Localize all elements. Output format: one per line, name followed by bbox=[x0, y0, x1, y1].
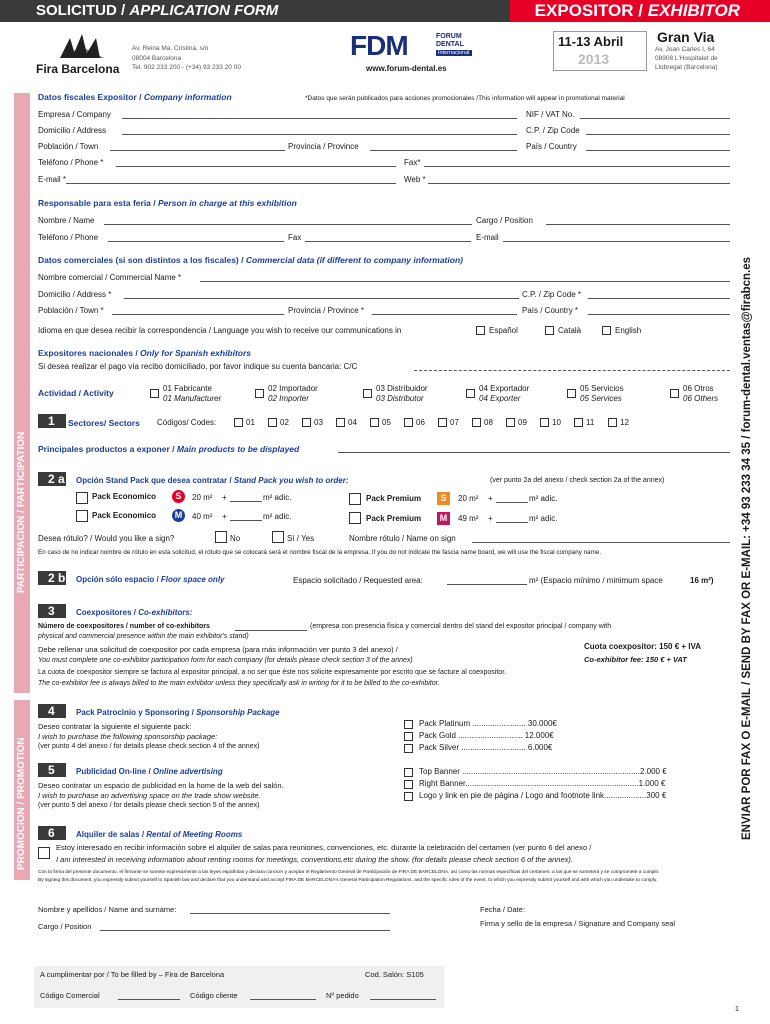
sector-code-label-08: 08 bbox=[484, 418, 493, 427]
resp-email-label: E-mail bbox=[476, 233, 499, 242]
resp-telefono-field[interactable] bbox=[108, 241, 284, 242]
pack-eco-m-m2: 40 m² bbox=[192, 512, 213, 521]
pack-eco-s-label: Pack Economico bbox=[92, 492, 157, 501]
productos-title-es: Principales productos a exponer bbox=[38, 444, 170, 454]
fira-comercial-field[interactable] bbox=[118, 999, 180, 1000]
sector-code-label-03: 03 bbox=[314, 418, 323, 427]
sector-code-checkbox-07[interactable] bbox=[438, 418, 447, 427]
firma-cargo-field[interactable] bbox=[100, 930, 390, 931]
pack-prem-m-label: Pack Premium bbox=[366, 514, 422, 523]
s3-l5: La cuota de coexpositor siempre se factura al expositor principal, a no ser que éste nos solicite expresamente por escrito que se facture al coexpositor. bbox=[38, 669, 507, 676]
resp-fax-label: Fax bbox=[288, 233, 302, 242]
resp-fax-field[interactable] bbox=[305, 241, 471, 242]
sponsor-checkbox-2[interactable] bbox=[404, 732, 413, 741]
resp-nombre-label: Nombre / Name bbox=[38, 216, 95, 225]
fira-name: Fira Barcelona bbox=[36, 62, 120, 76]
sector-code-label-11: 11 bbox=[586, 418, 595, 427]
promotion-bar bbox=[14, 700, 30, 880]
web-field[interactable] bbox=[428, 183, 730, 184]
pack-prem-s-checkbox[interactable] bbox=[349, 493, 361, 505]
activity-label-en-2: 02 Importer bbox=[268, 394, 309, 403]
badge-s-red: S bbox=[172, 490, 185, 503]
plus-3: + bbox=[488, 494, 493, 503]
s5-title: Publicidad On-line / Online advertising bbox=[76, 767, 223, 776]
activity-label-es-3: 03 Distribuidor bbox=[376, 384, 428, 393]
s4-title-es: Pack Patrocinio y Sponsoring bbox=[76, 708, 190, 717]
form-title: SOLICITUD / APPLICATION FORM bbox=[0, 0, 510, 22]
s4-l2: I wish to purchase the following sponsorship package: bbox=[38, 732, 218, 741]
com-provincia-label: Provincia / Province * bbox=[288, 306, 365, 315]
s3-title: Coexpositores / Co-exhibitors: bbox=[76, 608, 193, 617]
sector-code-label-06: 06 bbox=[416, 418, 425, 427]
poblacion-label: Población / Town bbox=[38, 142, 99, 151]
s3-fee-es: Cuota coexpositor: 150 € + IVA bbox=[584, 642, 701, 651]
pack-eco-m-extra-field[interactable] bbox=[230, 520, 262, 521]
provincia-field[interactable] bbox=[370, 150, 517, 151]
sponsor-label-2: Pack Gold ............................. 12.000€ bbox=[419, 731, 554, 740]
lang-es-label: Español bbox=[489, 326, 518, 335]
lang-ca-label: Català bbox=[558, 326, 582, 335]
com-cp-label: C.P. / Zip Code * bbox=[522, 290, 581, 299]
activity-label-es-6: 06 Otros bbox=[683, 384, 714, 393]
domicilio-label: Domicilio / Address bbox=[38, 126, 107, 135]
activity-checkbox-1[interactable] bbox=[150, 389, 159, 398]
s2a-note: En caso de no indicar nombre de rótulo en esta solicitud, el rótulo que se colocará será el nombre fiscal de la empresa. If you do not indicate the fascia name board, we will use the fiscal company name. bbox=[38, 549, 602, 556]
com-poblacion-field[interactable] bbox=[112, 314, 284, 315]
fiscal-note: *Datos que serán publicados para acciones promocionales /This information will appear in promotional material bbox=[305, 95, 625, 102]
responsable-title-es: Responsable para esta feria bbox=[38, 198, 151, 208]
plus-2: + bbox=[222, 512, 227, 521]
fiscal-title-es: Datos fiscales Expositor bbox=[38, 92, 137, 102]
s5-l3: (ver punto 5 del anexo / for details please check section 5 of the annex) bbox=[38, 802, 260, 809]
online-ad-label-3: Logo y link en pie de página / Logo and footnote link...................300 € bbox=[419, 791, 667, 800]
responsable-title: Responsable para esta feria / Person in charge at this exhibition bbox=[38, 198, 297, 208]
resp-telefono-label: Teléfono / Phone bbox=[38, 233, 99, 242]
fira-box-cliente: Código cliente bbox=[190, 991, 238, 1000]
com-domicilio-label: Domicilio / Address * bbox=[38, 290, 112, 299]
activity-checkbox-6[interactable] bbox=[670, 389, 679, 398]
nacionales-text: Si desea realizar el pago vía recibo domiciliado, por favor indique su cuenta bancaria: C/C bbox=[38, 362, 358, 371]
fira-phone: Tel. 902 233 200 - (+34) 93 233 20 00 bbox=[132, 64, 241, 71]
sector-code-checkbox-08[interactable] bbox=[472, 418, 481, 427]
section-3-num: 3 bbox=[38, 604, 66, 618]
s6-title-en: Rental of Meeting Rooms bbox=[146, 830, 243, 839]
rotulo-no-label: No bbox=[230, 534, 241, 543]
s4-l1: Deseo contratar la siguiente el siguiente pack: bbox=[38, 722, 192, 731]
idioma-label: Idioma en que desea recibir la correspondencia / Language you wish to receive our communications in bbox=[38, 326, 402, 335]
s6-l1: Estoy interesado en recibir información sobre el alquiler de salas para reuniones, convenciones, etc. durante la celebración del certamen (ver punto 6 del anexo / bbox=[56, 843, 592, 852]
venue-name: Gran Via bbox=[657, 29, 715, 45]
firma-fecha-label: Fecha / Date: bbox=[480, 905, 526, 914]
s2a-ref: (ver punto 2a del anexo / check section 2a of the annex) bbox=[490, 477, 665, 484]
bank-account-field[interactable] bbox=[414, 370, 730, 371]
s5-l1: Deseo contratar un espacio de publicidad en la home de la web del salón. bbox=[38, 781, 284, 790]
sponsor-checkbox-1[interactable] bbox=[404, 720, 413, 729]
exhibitor-title-es: EXPOSITOR bbox=[534, 1, 634, 20]
sector-code-label-09: 09 bbox=[518, 418, 527, 427]
s2a-title-en: Stand Pack you wish to order: bbox=[233, 476, 349, 485]
cp-field[interactable] bbox=[586, 134, 730, 135]
pack-eco-m-checkbox[interactable] bbox=[76, 510, 88, 522]
lang-en-label: English bbox=[615, 326, 642, 335]
section-1-num: 1 bbox=[38, 414, 66, 428]
firma-sello-label: Firma y sello de la empresa / Signature and Company seal bbox=[480, 919, 676, 928]
sector-code-label-04: 04 bbox=[348, 418, 357, 427]
pais-field[interactable] bbox=[586, 150, 730, 151]
rotulo-no-checkbox[interactable] bbox=[215, 531, 227, 543]
sector-code-label-12: 12 bbox=[620, 418, 629, 427]
sectores-title: Sectores/ Sectors bbox=[68, 418, 140, 428]
s6-title-es: Alquiler de salas bbox=[76, 830, 140, 839]
nif-label: NIF / VAT No. bbox=[526, 110, 575, 119]
email-label: E-mail * bbox=[38, 175, 67, 184]
empresa-label: Empresa / Company bbox=[38, 110, 111, 119]
telefono-label: Teléfono / Phone * bbox=[38, 158, 104, 167]
email-field[interactable] bbox=[66, 183, 396, 184]
com-cp-field[interactable] bbox=[588, 298, 730, 299]
sector-code-label-01: 01 bbox=[246, 418, 255, 427]
nif-field[interactable] bbox=[580, 118, 730, 119]
fira-box-pedido: Nº pedido bbox=[326, 991, 359, 1000]
nombre-rotulo-field[interactable] bbox=[472, 542, 730, 543]
sector-code-checkbox-10[interactable] bbox=[540, 418, 549, 427]
venue-addr1: Av. Joan Carles I, 64 bbox=[655, 46, 715, 53]
plus-1: + bbox=[222, 493, 227, 502]
s2b-min: m² (Espacio mínimo / minimum space bbox=[529, 576, 663, 585]
sector-code-label-10: 10 bbox=[552, 418, 561, 427]
s2b-solicitado: Espacio solicitado / Requested area: bbox=[293, 576, 423, 585]
s3-l4: You must complete one co-exhibitor participation form for each company (for details please check section 3 of the annex) bbox=[38, 657, 413, 664]
pack-eco-s-checkbox[interactable] bbox=[76, 492, 88, 504]
activity-label-es-2: 02 Importador bbox=[268, 384, 318, 393]
sponsor-label-3: Pack Silver ............................. 6.000€ bbox=[419, 743, 553, 752]
s5-title-en: Online advertising bbox=[152, 767, 223, 776]
s4-title: Pack Patrocinio y Sponsoring / Sponsorship Package bbox=[76, 708, 280, 717]
form-title-es: SOLICITUD bbox=[36, 2, 117, 19]
s3-l6: The co-exhibitor fee is always billed to the main exhibitor unless they specifically ask in writing for it to be billed to the co-exhibitor. bbox=[38, 680, 440, 687]
pack-prem-s-extra-field[interactable] bbox=[496, 502, 528, 503]
nacionales-title-en: Only for Spanish exhibitors bbox=[140, 348, 252, 358]
rotulo-si-label: Sí / Yes bbox=[287, 534, 315, 543]
fiscal-title-en: Company information bbox=[143, 92, 232, 102]
pack-prem-m-m2: 49 m² bbox=[458, 514, 479, 523]
empresa-field[interactable] bbox=[122, 118, 517, 119]
venue-addr2: 08908 L'Hospitalet de bbox=[655, 55, 718, 62]
send-instructions: ENVIAR POR FAX O E-MAIL / SEND BY FAX OR E-MAIL: +34 93 233 34 35 / forum-dental.ventas@firabcn.es bbox=[741, 256, 753, 840]
com-pais-label: País / Country * bbox=[522, 306, 579, 315]
fdm-line3: Internacional bbox=[438, 50, 470, 56]
pack-prem-s-label: Pack Premium bbox=[366, 494, 422, 503]
badge-m-blue: M bbox=[172, 509, 185, 522]
s2a-title: Opción Stand Pack que desea contratar / Stand Pack you wish to order: bbox=[76, 476, 349, 485]
fax-field[interactable] bbox=[424, 166, 730, 167]
pack-prem-m-checkbox[interactable] bbox=[349, 512, 361, 524]
dates-range: 11-13 Abril bbox=[558, 34, 624, 49]
s3-fee-en: Co-exhibitor fee: 150 € + VAT bbox=[584, 655, 687, 664]
form-title-en: APPLICATION FORM bbox=[129, 2, 279, 19]
fira-box-comercial: Código Comercial bbox=[40, 991, 100, 1000]
section-2b-num: 2 b bbox=[38, 571, 66, 585]
pack-eco-s-extra-field[interactable] bbox=[230, 501, 262, 502]
s4-title-en: Sponsorship Package bbox=[196, 708, 280, 717]
lang-en-checkbox[interactable] bbox=[602, 326, 611, 335]
s2b-min-val: 16 m²) bbox=[690, 576, 714, 585]
com-nombre-field[interactable] bbox=[200, 281, 730, 282]
resp-email-field[interactable] bbox=[503, 241, 730, 242]
legal-l1: Con la firma del presente documento, el firmante se somete expresamente a las leyes españolas y declara conocer y aceptar el Reglamento General de Participación de FIRA DE BARCELONA, así como las normas específicas del certamen, a las que se someterá y se compromete a cumplir. bbox=[38, 870, 660, 875]
participation-bar bbox=[14, 93, 30, 693]
s3-title-en: Co-exhibitors: bbox=[138, 608, 193, 617]
sector-code-label-05: 05 bbox=[382, 418, 391, 427]
comerciales-title-es: Datos comerciales (si son distintos a los fiscales) bbox=[38, 255, 239, 265]
fdm-logo: FDM bbox=[350, 30, 408, 61]
sector-code-label-07: 07 bbox=[450, 418, 459, 427]
com-domicilio-field[interactable] bbox=[124, 298, 519, 299]
sector-code-checkbox-01[interactable] bbox=[234, 418, 243, 427]
s6-title: Alquiler de salas / Rental of Meeting Rooms bbox=[76, 830, 243, 839]
s5-title-es: Publicidad On-line bbox=[76, 767, 147, 776]
pack-eco-s-m2: 20 m² bbox=[192, 493, 213, 502]
s3-count-field[interactable] bbox=[235, 630, 307, 631]
s4-l3: (ver punto 4 del anexo / for details please check section 4 of the annex) bbox=[38, 743, 260, 750]
lang-es-checkbox[interactable] bbox=[476, 326, 485, 335]
pack-eco-m-label: Pack Economico bbox=[92, 511, 157, 520]
online-ad-label-1: Top Banner ................................................................................2.000 € bbox=[419, 767, 667, 776]
lang-ca-checkbox[interactable] bbox=[545, 326, 554, 335]
sponsor-checkbox-3[interactable] bbox=[404, 744, 413, 753]
fira-address1: Av. Reina Ma. Cristina, s/n bbox=[132, 45, 209, 52]
com-nombre-label: Nombre comercial / Commercial Name * bbox=[38, 273, 182, 282]
nacionales-title: Expositores nacionales / Only for Spanish exhibitors bbox=[38, 348, 252, 358]
plus-4: + bbox=[488, 514, 493, 523]
productos-title-en: Main products to be displayed bbox=[176, 444, 300, 454]
nombre-rotulo-label: Nombre rótulo / Name on sign bbox=[349, 534, 456, 543]
firma-cargo-label: Cargo / Position bbox=[38, 922, 92, 931]
fira-box-title: A cumplimentar por / To be filled by – Fira de Barcelona bbox=[40, 970, 225, 979]
com-pais-field[interactable] bbox=[588, 314, 730, 315]
fax-label: Fax* bbox=[404, 158, 421, 167]
productos-field[interactable] bbox=[338, 452, 730, 453]
sector-code-checkbox-05[interactable] bbox=[370, 418, 379, 427]
activity-checkbox-2[interactable] bbox=[255, 389, 264, 398]
resp-cargo-field[interactable] bbox=[546, 224, 730, 225]
badge-m-magenta: M bbox=[437, 512, 450, 525]
s2b-area-field[interactable] bbox=[447, 584, 527, 585]
sector-code-checkbox-09[interactable] bbox=[506, 418, 515, 427]
s2a-title-es: Opción Stand Pack que desea contratar bbox=[76, 476, 228, 485]
fdm-url[interactable]: www.forum-dental.es bbox=[366, 64, 447, 73]
pack-prem-s-m2: 20 m² bbox=[458, 494, 479, 503]
sector-code-checkbox-06[interactable] bbox=[404, 418, 413, 427]
fira-address2: 08004 Barcelona bbox=[132, 55, 182, 62]
fdm-line1: FORUM bbox=[436, 33, 462, 40]
actividad-title: Actividad / Activity bbox=[38, 388, 114, 398]
domicilio-field[interactable] bbox=[122, 134, 517, 135]
adic-3: m² adic. bbox=[529, 494, 558, 503]
exhibitor-title: EXPOSITOR / EXHIBITOR bbox=[510, 0, 770, 22]
online-ad-label-2: Right Banner..............................................................................1.000 € bbox=[419, 779, 666, 788]
section-6-num: 6 bbox=[38, 826, 66, 840]
s3-l1b: (empresa con presencia física y comercial dentro del stand del expositor principal / company with bbox=[310, 623, 612, 630]
activity-label-es-5: 05 Servicios bbox=[580, 384, 624, 393]
comerciales-title: Datos comerciales (si son distintos a los fiscales) / Commercial data (if different to company information) bbox=[38, 255, 463, 265]
cp-label: C.P. / Zip Code bbox=[526, 126, 580, 135]
s2b-title: Opción sólo espacio / Floor space only bbox=[76, 575, 225, 584]
s2b-title-es: Opción sólo espacio bbox=[76, 575, 155, 584]
participation-label: PARTICIPACION / PARTICIPATION bbox=[16, 431, 27, 593]
activity-label-en-3: 03 Distributor bbox=[376, 394, 424, 403]
pack-prem-m-extra-field[interactable] bbox=[496, 522, 528, 523]
online-ad-checkbox-2[interactable] bbox=[404, 780, 413, 789]
s6-checkbox[interactable] bbox=[38, 847, 50, 859]
provincia-label: Provincia / Province bbox=[288, 142, 359, 151]
sectores-codes-label: Códigos/ Codes: bbox=[157, 418, 217, 427]
telefono-field[interactable] bbox=[116, 166, 396, 167]
activity-checkbox-5[interactable] bbox=[567, 389, 576, 398]
s3-l2: physical and commercial presence within the main exhibitor's stand) bbox=[38, 633, 249, 640]
responsable-title-en: Person in charge at this exhibition bbox=[158, 198, 297, 208]
online-ad-checkbox-1[interactable] bbox=[404, 768, 413, 777]
exhibitor-title-en: EXHIBITOR bbox=[647, 1, 740, 20]
com-provincia-field[interactable] bbox=[372, 314, 517, 315]
activity-label-en-6: 06 Others bbox=[683, 394, 719, 403]
poblacion-field[interactable] bbox=[110, 150, 285, 151]
adic-2: m² adic. bbox=[263, 512, 292, 521]
adic-4: m² adic. bbox=[529, 514, 558, 523]
productos-title: Principales productos a exponer / Main products to be displayed bbox=[38, 444, 300, 454]
sector-code-label-02: 02 bbox=[280, 418, 289, 427]
venue-addr3: Llobregat (Barcelona) bbox=[655, 64, 718, 71]
legal-l2: By signing this document, you expressly submit yourself to Spanish law and declare that you understand and accept FIRA DE BARCELONA's General Participation Regulations, and the specific rules of the event, to which you expressly submit yourself and with which you undertake to comply. bbox=[38, 878, 658, 883]
fira-cliente-field[interactable] bbox=[250, 999, 316, 1000]
fira-box-cod: Cod. Salón: S105 bbox=[365, 970, 424, 979]
fdm-line2: DENTAL bbox=[436, 41, 464, 48]
activity-label-es-1: 01 Fabricante bbox=[163, 384, 212, 393]
section-4-num: 4 bbox=[38, 704, 66, 718]
rotulo-si-checkbox[interactable] bbox=[272, 531, 284, 543]
sector-code-checkbox-04[interactable] bbox=[336, 418, 345, 427]
sector-code-checkbox-11[interactable] bbox=[574, 418, 583, 427]
section-5-num: 5 bbox=[38, 763, 66, 777]
section-2a-num: 2 a bbox=[38, 472, 66, 486]
online-ad-checkbox-3[interactable] bbox=[404, 792, 413, 801]
badge-s-orange: S bbox=[437, 492, 450, 505]
sector-code-checkbox-03[interactable] bbox=[302, 418, 311, 427]
firma-nombre-field[interactable] bbox=[190, 913, 390, 914]
activity-label-en-5: 05 Services bbox=[580, 394, 622, 403]
fira-logo-icon bbox=[58, 32, 108, 60]
activity-label-en-4: 04 Exporter bbox=[479, 394, 521, 403]
activity-label-en-1: 01 Manufacturer bbox=[163, 394, 222, 403]
dates-year: 2013 bbox=[578, 51, 610, 67]
pais-label: País / Country bbox=[526, 142, 577, 151]
resp-cargo-label: Cargo / Position bbox=[476, 216, 533, 225]
promotion-label: PROMOCION / PROMOTION bbox=[16, 737, 27, 870]
sector-code-checkbox-02[interactable] bbox=[268, 418, 277, 427]
s3-l3: Debe rellenar una solicitud de coexpositor por cada empresa (para más información ver punto 3 del anexo) / bbox=[38, 645, 398, 654]
activity-label-es-4: 04 Exportador bbox=[479, 384, 530, 393]
s3-title-es: Coexpositores bbox=[76, 608, 132, 617]
s6-l2: I am interested in receiving information about renting rooms for meetings, conventions,etc during the show. (for details please check section 6 of the annex). bbox=[56, 855, 573, 864]
fiscal-title: Datos fiscales Expositor / Company information bbox=[38, 92, 232, 102]
activity-checkbox-3[interactable] bbox=[363, 389, 372, 398]
page-number: 1 bbox=[735, 1006, 739, 1013]
sponsor-label-1: Pack Platinum ........................ 30.000€ bbox=[419, 719, 557, 728]
fira-pedido-field[interactable] bbox=[370, 999, 436, 1000]
comerciales-title-en: Commercial data (if different to company information) bbox=[245, 255, 463, 265]
s5-l2: I wish to purchase an advertising space on the trade show website. bbox=[38, 791, 261, 800]
nacionales-title-es: Expositores nacionales bbox=[38, 348, 133, 358]
sector-code-checkbox-12[interactable] bbox=[608, 418, 617, 427]
s2b-title-en: Floor space only bbox=[160, 575, 225, 584]
s3-l1a: Número de coexpositores / number of co-exhibitors bbox=[38, 623, 210, 630]
adic-1: m² adic. bbox=[263, 493, 292, 502]
com-poblacion-label: Población / Town * bbox=[38, 306, 104, 315]
activity-checkbox-4[interactable] bbox=[466, 389, 475, 398]
web-label: Web * bbox=[404, 175, 426, 184]
firma-nombre-label: Nombre y apellidos / Name and surname: bbox=[38, 905, 177, 914]
rotulo-question: Desea rótulo? / Would you like a sign? bbox=[38, 534, 175, 543]
resp-nombre-field[interactable] bbox=[104, 224, 472, 225]
